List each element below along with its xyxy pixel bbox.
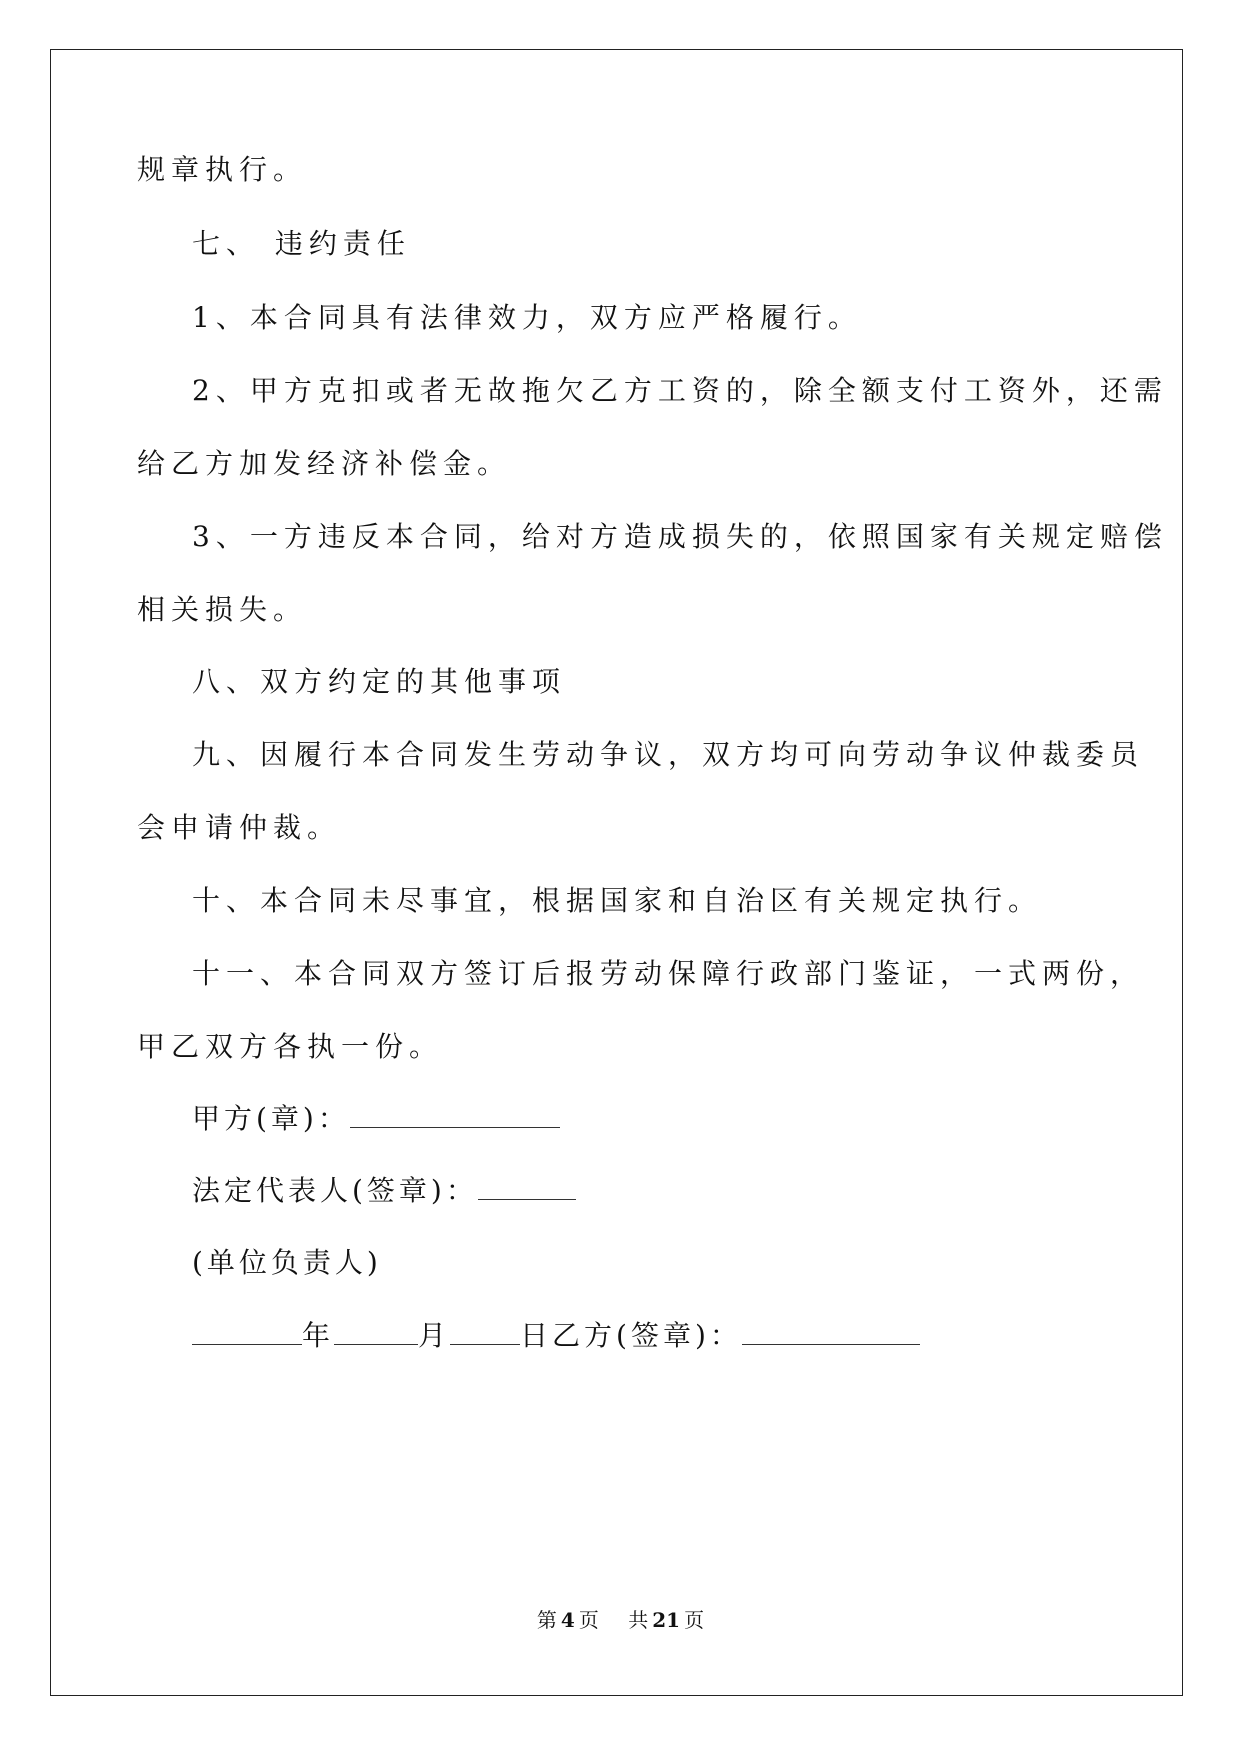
paragraph-line: 规章执行。: [137, 153, 308, 186]
section-heading: 七、 违约责任: [192, 227, 411, 260]
paragraph-line: 2、甲方克扣或者无故拖欠乙方工资的，除全额支付工资外，还需: [192, 374, 1168, 407]
paragraph-line: 给乙方加发经济补偿金。: [137, 447, 512, 480]
party-a-line: [192, 1101, 560, 1137]
month-label: 月: [418, 1319, 451, 1352]
section-heading: 八、双方约定的其他事项: [192, 665, 567, 698]
party-a-label: 甲方(章)：: [192, 1102, 350, 1135]
footer-total-suffix: 页: [684, 1608, 705, 1632]
paragraph-line: 甲乙双方各执一份。: [137, 1030, 444, 1063]
paragraph-line: 3、一方违反本合同，给对方造成损失的，依照国家有关规定赔偿: [192, 520, 1168, 553]
unit-head-label: (单位负责人): [192, 1246, 382, 1279]
page-border: [50, 49, 1183, 1696]
day-party-b-label: 日乙方(签章)：: [520, 1319, 742, 1352]
legal-rep-line: [192, 1173, 576, 1209]
footer-total-prefix: 共: [628, 1608, 649, 1632]
footer-prefix: 第: [536, 1608, 557, 1632]
paragraph-line: 十、本合同未尽事宜，根据国家和自治区有关规定执行。: [192, 884, 1043, 917]
date-party-b-line: [192, 1318, 920, 1354]
total-pages: 21: [652, 1608, 681, 1632]
paragraph-line: 1、本合同具有法律效力，双方应严格履行。: [192, 301, 862, 334]
paragraph-line: 十一、本合同双方签订后报劳动保障行政部门鉴证，一式两份，: [192, 957, 1145, 990]
year-blank: [192, 1320, 302, 1345]
legal-rep-blank: [478, 1175, 576, 1200]
paragraph-line: 九、因履行本合同发生劳动争议，双方均可向劳动争议仲裁委员: [192, 738, 1145, 771]
paragraph-line: 相关损失。: [137, 593, 308, 626]
page-footer: [0, 1608, 1241, 1632]
party-b-blank: [742, 1320, 920, 1345]
legal-rep-label: 法定代表人(签章)：: [192, 1174, 478, 1207]
party-a-blank: [350, 1103, 560, 1128]
year-label: 年: [302, 1319, 335, 1352]
day-blank: [450, 1320, 520, 1345]
unit-head-line: [192, 1245, 382, 1281]
page-number: 4: [560, 1608, 575, 1632]
month-blank: [334, 1320, 418, 1345]
footer-page-suffix: 页: [578, 1608, 599, 1632]
paragraph-line: 会申请仲裁。: [137, 811, 342, 844]
